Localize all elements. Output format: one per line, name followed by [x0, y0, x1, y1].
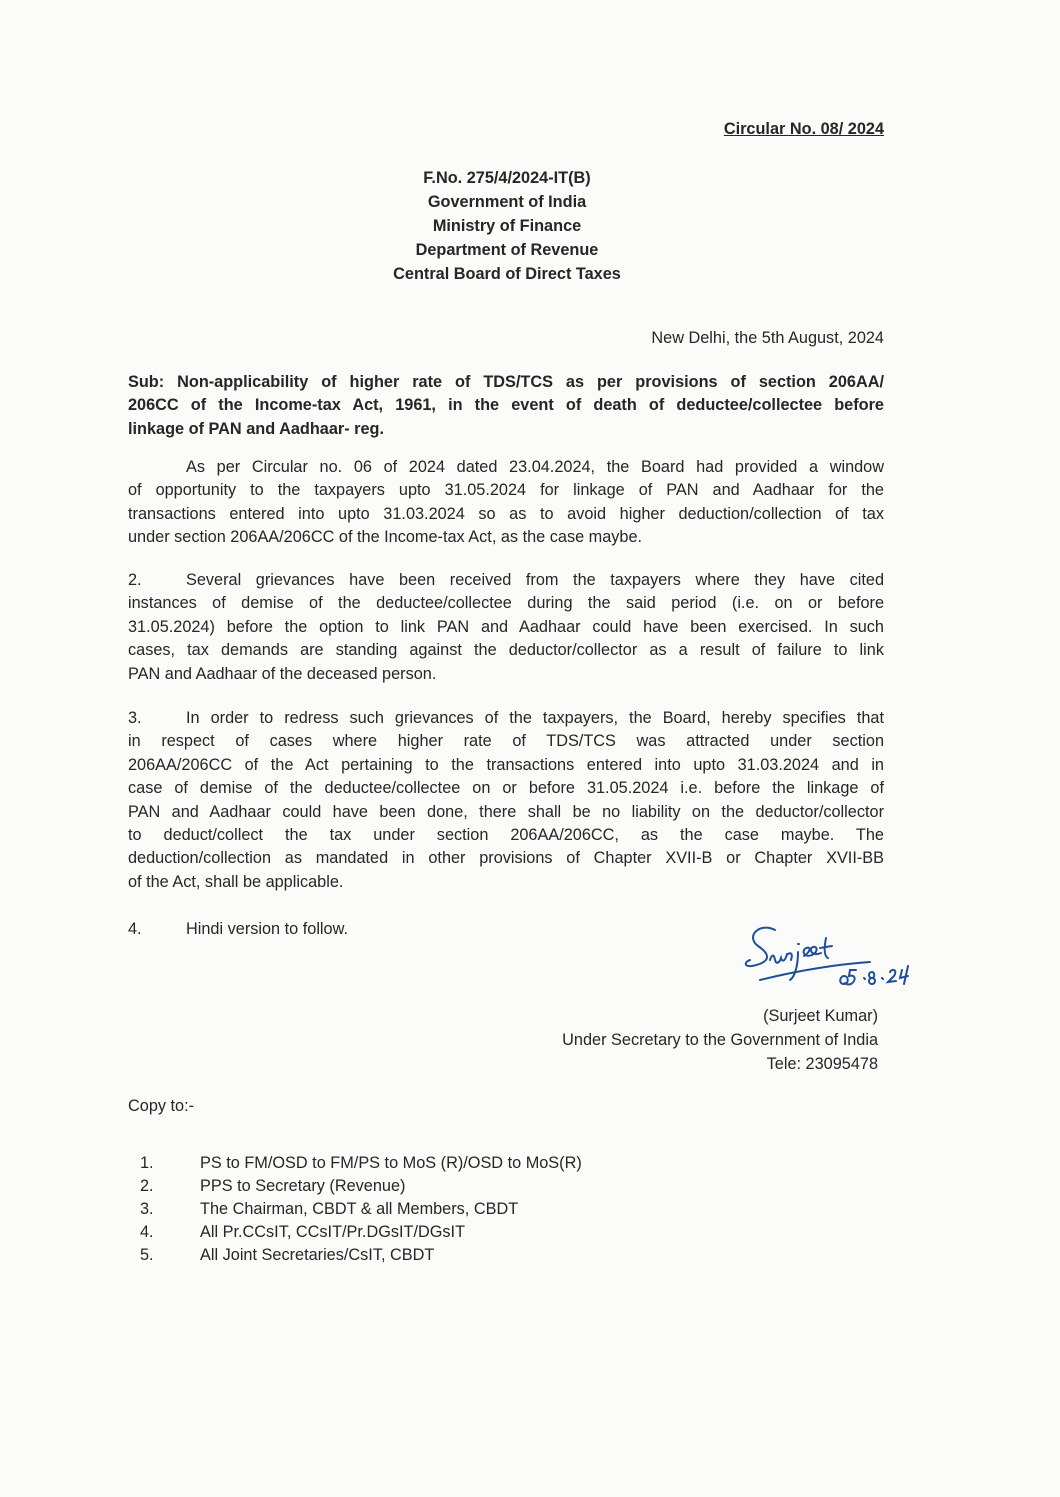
letterhead-line: Central Board of Direct Taxes [393, 265, 621, 283]
list-number: 4. [140, 1223, 154, 1241]
paragraph-line: cases, tax demands are standing against the deductor/collector as a result of failure to link [128, 641, 884, 660]
list-number: 3. [140, 1200, 154, 1218]
letterhead-line: Department of Revenue [415, 241, 599, 259]
subject [128, 371, 884, 441]
paragraph-line: deduction/collection as mandated in other provisions of Chapter XVII-B or Chapter XVII-BB [128, 849, 884, 868]
paragraph-line: case of demise of the deductee/collectee on or before 31.05.2024 i.e. before the linkage of [128, 779, 884, 798]
paragraph-line: As per Circular no. 06 of 2024 dated 23.04.2024, the Board had provided a window [186, 458, 884, 476]
paragraph-number: 3. [128, 709, 142, 727]
signatory-designation: Under Secretary to the Government of India [562, 1031, 878, 1049]
paragraph-line: PAN and Aadhaar could have been done, there shall be no liability on the deductor/collector [128, 802, 884, 821]
signatory-block [562, 1004, 878, 1076]
paragraph-2 [128, 569, 884, 686]
paragraph-line: to deduct/collect the tax under section 206AA/206CC, as the case maybe. The [128, 825, 884, 844]
paragraph-line: in respect of cases where higher rate of TDS/TCS was attracted under section [128, 732, 884, 751]
paragraph-line: 206AA/206CC of the Act pertaining to the transactions entered into upto 31.03.2024 and in [128, 755, 884, 774]
letterhead-line: Government of India [427, 193, 587, 211]
paragraph-line: PAN and Aadhaar of the deceased person. [128, 664, 437, 683]
paragraph-number: 2. [128, 571, 142, 589]
paragraph-number: 4. [128, 920, 142, 938]
signatory-phone: Tele: 23095478 [766, 1055, 878, 1073]
signatory-name: (Surjeet Kumar) [763, 1007, 878, 1025]
letterhead-line: Ministry of Finance [432, 217, 582, 235]
paragraph-line: In order to redress such grievances of the taxpayers, the Board, hereby specifies that [186, 709, 884, 727]
place-date: New Delhi, the 5th August, 2024 [651, 329, 884, 347]
subject-line: linkage of PAN and Aadhaar- reg. [128, 419, 385, 438]
list-number: 1. [140, 1154, 154, 1172]
subject-line: 206CC of the Income-tax Act, 1961, in the event of death of deductee/collectee before [128, 396, 884, 415]
list-text: The Chairman, CBDT & all Members, CBDT [200, 1200, 519, 1218]
file-number: F.No. 275/4/2024-IT(B) [423, 169, 591, 187]
paragraph-3 [128, 707, 884, 894]
copy-to-label: Copy to:- [128, 1097, 195, 1115]
paragraph-line: of opportunity to the taxpayers upto 31.05.2024 for linkage of PAN and Aadhaar for the [128, 481, 884, 500]
list-text: PPS to Secretary (Revenue) [200, 1177, 406, 1195]
paragraph-line: 31.05.2024) before the option to link PAN and Aadhaar could have been exercised. In such [128, 617, 884, 636]
subject-line: Sub: Non-applicability of higher rate of TDS/TCS as per provisions of section 206AA/ [128, 373, 884, 391]
paragraph-line: under section 206AA/206CC of the Income-tax Act, as the case maybe. [128, 528, 643, 547]
paragraph-line: Several grievances have been received from the taxpayers where they have cited [186, 571, 884, 589]
paragraph-line: instances of demise of the deductee/collectee during the said period (i.e. on or before [128, 594, 884, 613]
list-text: All Joint Secretaries/CsIT, CBDT [200, 1246, 435, 1264]
paragraph-line: transactions entered into upto 31.03.2024 so as to avoid higher deduction/collection of tax [128, 504, 884, 523]
signature-image [740, 918, 930, 998]
list-number: 2. [140, 1177, 154, 1195]
paragraph-1 [128, 456, 884, 550]
circular-number: Circular No. 08/ 2024 [723, 120, 884, 138]
letterhead [300, 166, 714, 286]
list-text: PS to FM/OSD to FM/PS to MoS (R)/OSD to MoS(R) [200, 1154, 582, 1172]
list-number: 5. [140, 1246, 154, 1264]
paragraph-text: Hindi version to follow. [186, 920, 348, 938]
paragraph-line: of the Act, shall be applicable. [128, 872, 344, 891]
list-text: All Pr.CCsIT, CCsIT/Pr.DGsIT/DGsIT [200, 1223, 466, 1241]
